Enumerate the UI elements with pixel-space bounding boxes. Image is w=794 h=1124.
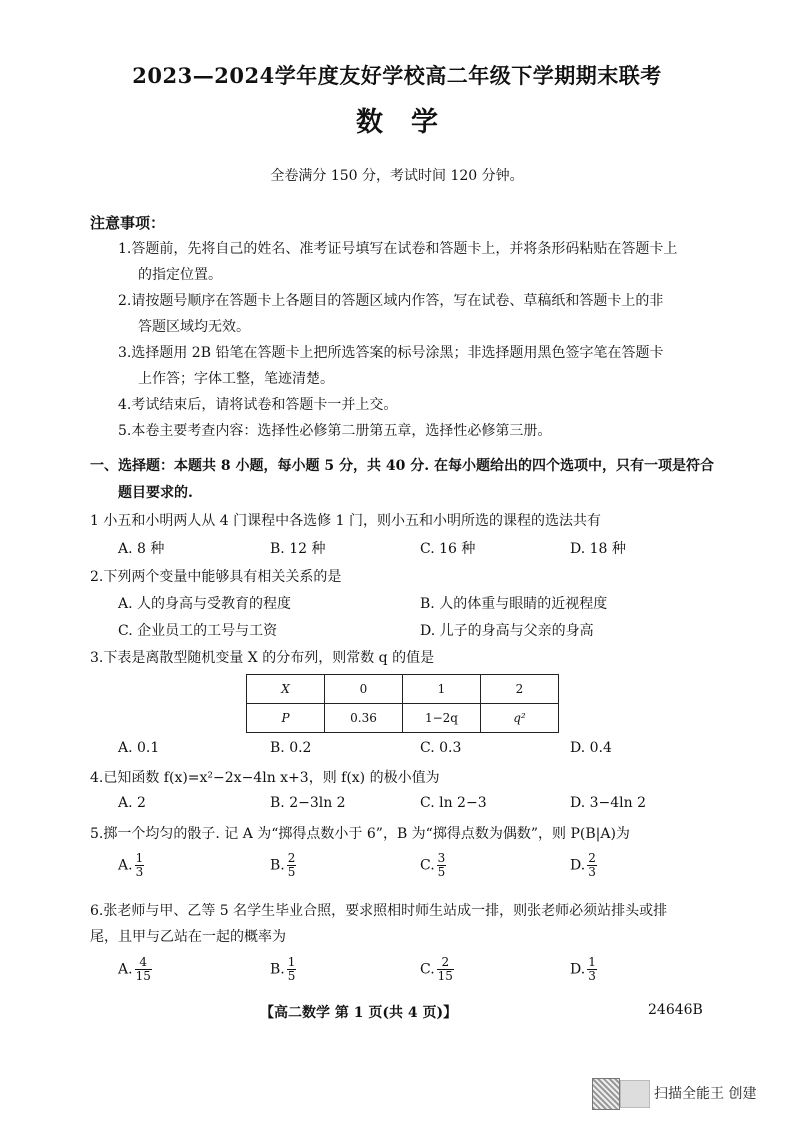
numerator: 2 (437, 956, 454, 970)
score-info: 全卷满分 150 分，考试时间 120 分钟。 (270, 168, 524, 184)
q1-option-b: B. 12 种 (270, 541, 326, 557)
scanner-watermark: 扫描全能王 创建 (654, 1086, 757, 1102)
option-label: D. (570, 961, 586, 978)
q2-option-d: D. 儿子的身高与父亲的身高 (420, 623, 594, 639)
q1-option-a: A. 8 种 (118, 541, 165, 557)
distribution-table (246, 674, 559, 733)
option-label: B. (270, 857, 285, 874)
notice-line: 3.选择题用 2B 铅笔在答题卡上把所选答案的标号涂黑；非选择题用黑色签字笔在答题卡 (118, 345, 664, 361)
q1-option-c: C. 16 种 (420, 541, 476, 557)
numerator: 2 (588, 851, 596, 865)
q6-option-c (420, 956, 454, 983)
question-2-stem: 2.下列两个变量中能够具有相关关系的是 (90, 569, 342, 585)
numerator: 1 (135, 851, 144, 865)
numerator: 2 (287, 851, 296, 865)
fraction (135, 956, 152, 983)
q1-option-d: D. 18 种 (570, 541, 626, 557)
q4-option-b: B. 2−3ln 2 (270, 795, 346, 811)
numerator: 3 (437, 851, 446, 865)
q5-option-b (270, 852, 296, 879)
q4-option-d: D. 3−4ln 2 (570, 795, 647, 811)
table-cell: 0 (325, 675, 403, 704)
q2-option-c: C. 企业员工的工号与工资 (118, 623, 278, 639)
table-row (247, 704, 559, 733)
scanner-logo-icon (620, 1080, 650, 1108)
denominator: 3 (588, 865, 596, 879)
table-cell: q² (481, 704, 559, 733)
q6-option-b (270, 956, 296, 983)
notice-title: 注意事项： (90, 214, 166, 232)
q3-option-c: C. 0.3 (420, 740, 462, 756)
q3-option-b: B. 0.2 (270, 740, 312, 756)
fraction (287, 852, 297, 879)
numerator: 1 (287, 955, 296, 969)
option-label: A. (118, 961, 133, 978)
numerator: 1 (588, 955, 596, 969)
option-label: A. (118, 857, 133, 874)
notice-line: 答题区域均无效。 (138, 319, 250, 335)
denominator: 5 (437, 865, 446, 879)
question-3-stem: 3.下表是离散型随机变量 X 的分布列，则常数 q 的值是 (90, 650, 435, 666)
denominator: 15 (135, 969, 151, 983)
q2-option-a: A. 人的身高与受教育的程度 (118, 596, 292, 612)
denominator: 3 (588, 969, 596, 983)
notice-line: 的指定位置。 (138, 267, 222, 283)
option-label: C. (420, 961, 435, 978)
notice-line: 上作答；字体工整，笔迹清楚。 (138, 371, 334, 387)
denominator: 5 (287, 865, 296, 879)
q4-option-c: C. ln 2−3 (420, 795, 487, 811)
fraction (437, 852, 447, 879)
q5-option-c (420, 852, 446, 879)
exam-title: 2023—2024学年度友好学校高二年级下学期期末联考 (132, 63, 662, 88)
q6-option-a (118, 956, 152, 983)
question-4-stem: 4.已知函数 f(x)=x²−2x−4ln x+3，则 f(x) 的极小值为 (90, 770, 440, 786)
table-cell: P (247, 704, 325, 733)
q4-option-a: A. 2 (118, 795, 146, 811)
table-cell: 1−2q (403, 704, 481, 733)
notice-line: 1.答题前，先将自己的姓名、准考证号填写在试卷和答题卡上，并将条形码粘贴在答题卡上 (118, 241, 678, 257)
q3-option-d: D. 0.4 (570, 740, 612, 756)
denominator: 3 (135, 865, 144, 879)
table-cell: 1 (403, 675, 481, 704)
denominator: 15 (437, 969, 453, 983)
q6-option-d (570, 956, 597, 983)
question-1-stem: 1 小五和小明两人从 4 门课程中各选修 1 门，则小五和小明所选的课程的选法共有 (90, 513, 601, 529)
fraction (135, 852, 145, 879)
notice-line: 2.请按题号顺序在答题卡上各题目的答题区域内作答，写在试卷、草稿纸和答题卡上的非 (118, 293, 664, 309)
question-5-stem: 5.掷一个均匀的骰子. 记 A 为“掷得点数小于 6”，B 为“掷得点数为偶数”，则 P(B|A)为 (90, 826, 630, 842)
section-heading: 一、选择题：本题共 8 小题，每小题 5 分，共 40 分. 在每小题给出的四个选项中，只有一项是符合 (90, 458, 714, 474)
notice-line: 5.本卷主要考查内容：选择性必修第二册第五章，选择性必修第三册。 (118, 423, 552, 439)
page-footer: 【高二数学 第 1 页(共 4 页)】 (260, 1005, 458, 1021)
subject-title: 数学 (356, 107, 466, 138)
option-label: D. (570, 857, 586, 874)
option-label: B. (270, 961, 285, 978)
section-heading-cont: 题目要求的. (118, 485, 193, 501)
q5-option-a (118, 852, 144, 879)
question-6-stem: 6.张老师与甲、乙等 5 名学生毕业合照，要求照相时师生站成一排，则张老师必须站排头或排 (90, 903, 668, 919)
q5-option-d (570, 852, 597, 879)
q3-option-a: A. 0.1 (118, 740, 160, 756)
denominator: 5 (287, 969, 296, 983)
table-row (247, 675, 559, 704)
q2-option-b: B. 人的体重与眼睛的近视程度 (420, 596, 608, 612)
question-6-stem-cont: 尾，且甲与乙站在一起的概率为 (90, 929, 286, 945)
notice-line: 4.考试结束后，请将试卷和答题卡一并上交。 (118, 397, 398, 413)
table-cell: X (247, 675, 325, 704)
fraction (587, 956, 597, 983)
fraction (587, 852, 597, 879)
table-cell: 2 (481, 675, 559, 704)
paper-code: 24646B (648, 1002, 703, 1018)
fraction (287, 956, 297, 983)
qr-code-icon (592, 1078, 620, 1110)
option-label: C. (420, 857, 435, 874)
fraction (437, 956, 454, 983)
table-cell: 0.36 (325, 704, 403, 733)
numerator: 4 (135, 956, 152, 970)
